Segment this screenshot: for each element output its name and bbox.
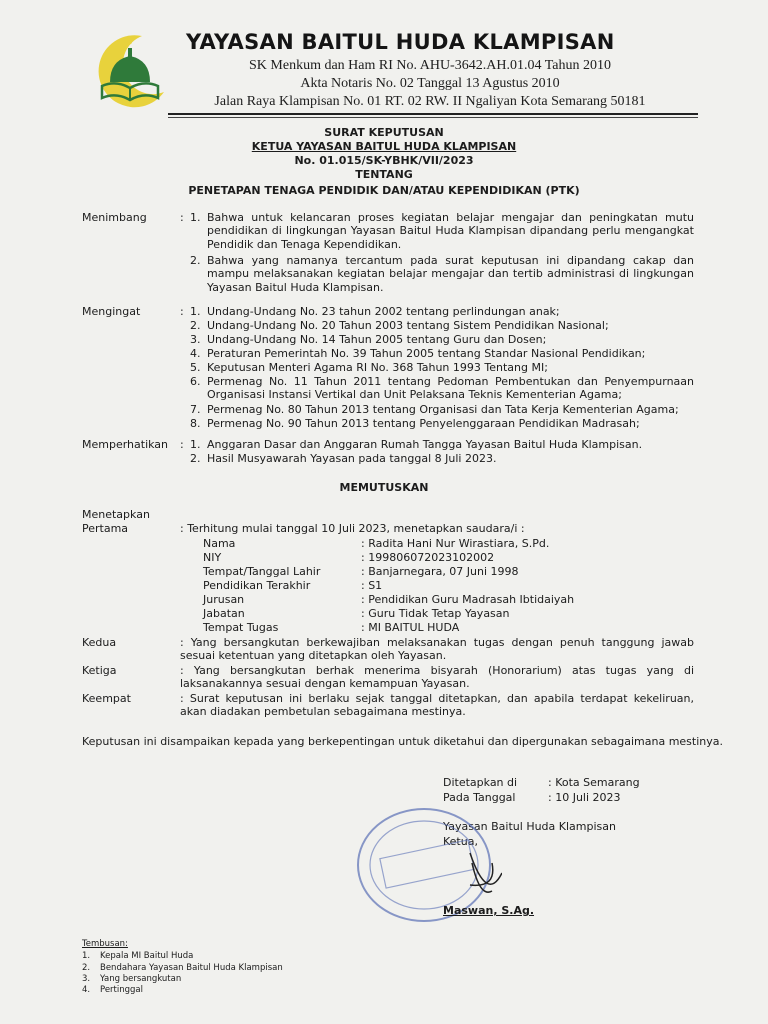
menimbang-label: Menimbang: [82, 211, 147, 224]
mengingat-item-8: Permenag No. 90 Tahun 2013 tentang Penyelenggaraan Pendidikan Madrasah;: [207, 417, 640, 430]
memperhatikan-num-1: 1.: [190, 438, 201, 451]
tembusan-label: Tembusan:: [82, 939, 128, 949]
keempat-text: : Surat keputusan ini berlaku sejak tanggal ditetapkan, dan apabila terdapat kekeliruan, akan diadakan pembetulan sebagaimana mestinya.: [180, 692, 694, 719]
mengingat-item-4: Peraturan Pemerintah No. 39 Tahun 2005 tentang Standar Nasional Pendidikan;: [207, 347, 646, 360]
ketiga-label: Ketiga: [82, 664, 117, 677]
mengingat-item-1: Undang-Undang No. 23 tahun 2002 tentang perlindungan anak;: [207, 305, 560, 318]
menetapkan-label: Menetapkan: [82, 508, 150, 521]
mengingat-num-7: 7.: [190, 403, 201, 416]
field-ttl-label: Tempat/Tanggal Lahir: [203, 565, 321, 578]
doc-issuer: KETUA YAYASAN BAITUL HUDA KLAMPISAN: [251, 140, 517, 153]
field-jabatan-label: Jabatan: [203, 607, 245, 620]
memperhatikan-label: Memperhatikan: [82, 438, 169, 451]
mengingat-num-1: 1.: [190, 305, 201, 318]
pertama-label: Pertama: [82, 522, 129, 535]
address-line: Jalan Raya Klampisan No. 01 RT. 02 RW. II Ngaliyan Kota Semarang 50181: [214, 94, 646, 109]
letterhead-rule: [168, 113, 698, 115]
tanggal-label: Pada Tanggal: [443, 791, 516, 804]
tembusan-num-4: 4.: [82, 985, 91, 995]
ditetapkan-label: Ditetapkan di: [443, 776, 518, 789]
field-jurusan-label: Jurusan: [203, 593, 245, 606]
kedua-text: : Yang bersangkutan berkewajiban melaksanakan tugas dengan penuh tanggung jawab sesuai ketentuan yang ditetapkan oleh Yayasan.: [180, 636, 694, 663]
mengingat-item-5: Keputusan Menteri Agama RI No. 368 Tahun 1993 Tentang MI;: [207, 361, 548, 374]
field-pendidikan-value: : S1: [361, 579, 383, 592]
field-niy-value: : 199806072023102002: [361, 551, 495, 564]
signatory-name: Maswan, S.Ag.: [443, 904, 535, 917]
field-ttl-value: : Banjarnegara, 07 Juni 1998: [361, 565, 519, 578]
mengingat-item-2: Undang-Undang No. 20 Tahun 2003 tentang Sistem Pendidikan Nasional;: [207, 319, 609, 332]
doc-title: SURAT KEPUTUSAN: [324, 126, 444, 139]
memperhatikan-item-2: Hasil Musyawarah Yayasan pada tanggal 8 Juli 2023.: [207, 452, 497, 465]
mengingat-label: Mengingat: [82, 305, 141, 318]
field-pendidikan-label: Pendidikan Terakhir: [203, 579, 311, 592]
mengingat-colon: :: [180, 305, 184, 318]
mengingat-num-4: 4.: [190, 347, 201, 360]
tembusan-num-3: 3.: [82, 974, 91, 984]
mengingat-num-8: 8.: [190, 417, 201, 430]
mengingat-num-5: 5.: [190, 361, 201, 374]
sk-line: SK Menkum dan Ham RI No. AHU-3642.AH.01.04 Tahun 2010: [249, 58, 611, 73]
menimbang-colon: :: [180, 211, 184, 224]
tembusan-num-1: 1.: [82, 951, 91, 961]
pertama-text: : Terhitung mulai tanggal 10 Juli 2023, menetapkan saudara/i :: [180, 522, 525, 535]
field-tempat-tugas-value: : MI BAITUL HUDA: [361, 621, 460, 634]
doc-number: No. 01.015/SK-YBHK/VII/2023: [294, 154, 474, 167]
field-jabatan-value: : Guru Tidak Tetap Yayasan: [361, 607, 510, 620]
kedua-label: Kedua: [82, 636, 117, 649]
mengingat-num-6: 6.: [190, 375, 201, 388]
menimbang-num-2: 2.: [190, 254, 201, 267]
org-name: YAYASAN BAITUL HUDA KLAMPISAN: [186, 30, 615, 54]
akta-line: Akta Notaris No. 02 Tanggal 13 Agustus 2010: [300, 76, 560, 91]
closing-statement: Keputusan ini disampaikan kepada yang berkepentingan untuk diketahui dan dipergunakan sebagaimana mestinya.: [82, 735, 724, 748]
signature-org: Yayasan Baitul Huda Klampisan: [443, 820, 616, 833]
field-tempat-tugas-label: Tempat Tugas: [203, 621, 279, 634]
tembusan-item-2: Bendahara Yayasan Baitul Huda Klampisan: [100, 963, 283, 973]
doc-subject: PENETAPAN TENAGA PENDIDIK DAN/ATAU KEPENDIDIKAN (PTK): [188, 184, 580, 197]
mengingat-item-3: Undang-Undang No. 14 Tahun 2005 tentang Guru dan Dosen;: [207, 333, 547, 346]
menimbang-item-1: Bahwa untuk kelancaran proses kegiatan belajar mengajar dan peningkatan mutu pendidikan di lingkungan Yayasan Baitul Huda Klampisan dipandang perlu mengangkat Pendidik dan Tenaga Kependidikan.: [207, 211, 694, 251]
memperhatikan-item-1: Anggaran Dasar dan Anggaran Rumah Tangga Yayasan Baitul Huda Klampisan.: [207, 438, 643, 451]
ketiga-text: : Yang bersangkutan berhak menerima bisyarah (Honorarium) atas tugas yang di laksanakannya sesuai dengan kemampuan Yayasan.: [180, 664, 694, 691]
tembusan-item-3: Yang bersangkutan: [100, 974, 182, 984]
field-nama-label: Nama: [203, 537, 236, 550]
tembusan-item-1: Kepala MI Baitul Huda: [100, 951, 194, 961]
memutuskan-heading: MEMUTUSKAN: [339, 481, 429, 494]
foundation-logo: [80, 30, 170, 110]
mengingat-item-6: Permenag No. 11 Tahun 2011 tentang Pedoman Pembentukan dan Penyempurnaan Organisasi Instansi Vertikal dan Unit Pelaksana Teknis Kementerian Agama;: [207, 375, 694, 402]
doc-about: TENTANG: [355, 168, 413, 181]
menimbang-item-2: Bahwa yang namanya tercantum pada surat keputusan ini dipandang cakap dan mampu melaksanakan kegiatan belajar mengajar dan tertib administrasi di lingkungan Yayasan Baitul Huda Klampisan.: [207, 254, 694, 294]
memperhatikan-colon: :: [180, 438, 184, 451]
field-nama-value: : Radita Hani Nur Wirastiara, S.Pd.: [361, 537, 550, 550]
mengingat-num-2: 2.: [190, 319, 201, 332]
ditetapkan-value: : Kota Semarang: [548, 776, 640, 789]
signature-role: Ketua,: [443, 835, 478, 848]
tanggal-value: : 10 Juli 2023: [548, 791, 621, 804]
letterhead-rule-thin: [168, 117, 698, 118]
mengingat-item-7: Permenag No. 80 Tahun 2013 tentang Organisasi dan Tata Kerja Kementerian Agama;: [207, 403, 679, 416]
memperhatikan-num-2: 2.: [190, 452, 201, 465]
field-jurusan-value: : Pendidikan Guru Madrasah Ibtidaiyah: [361, 593, 575, 606]
keempat-label: Keempat: [82, 692, 131, 705]
tembusan-num-2: 2.: [82, 963, 91, 973]
menimbang-num-1: 1.: [190, 211, 201, 224]
mengingat-num-3: 3.: [190, 333, 201, 346]
tembusan-item-4: Pertinggal: [100, 985, 143, 995]
field-niy-label: NIY: [203, 551, 222, 564]
